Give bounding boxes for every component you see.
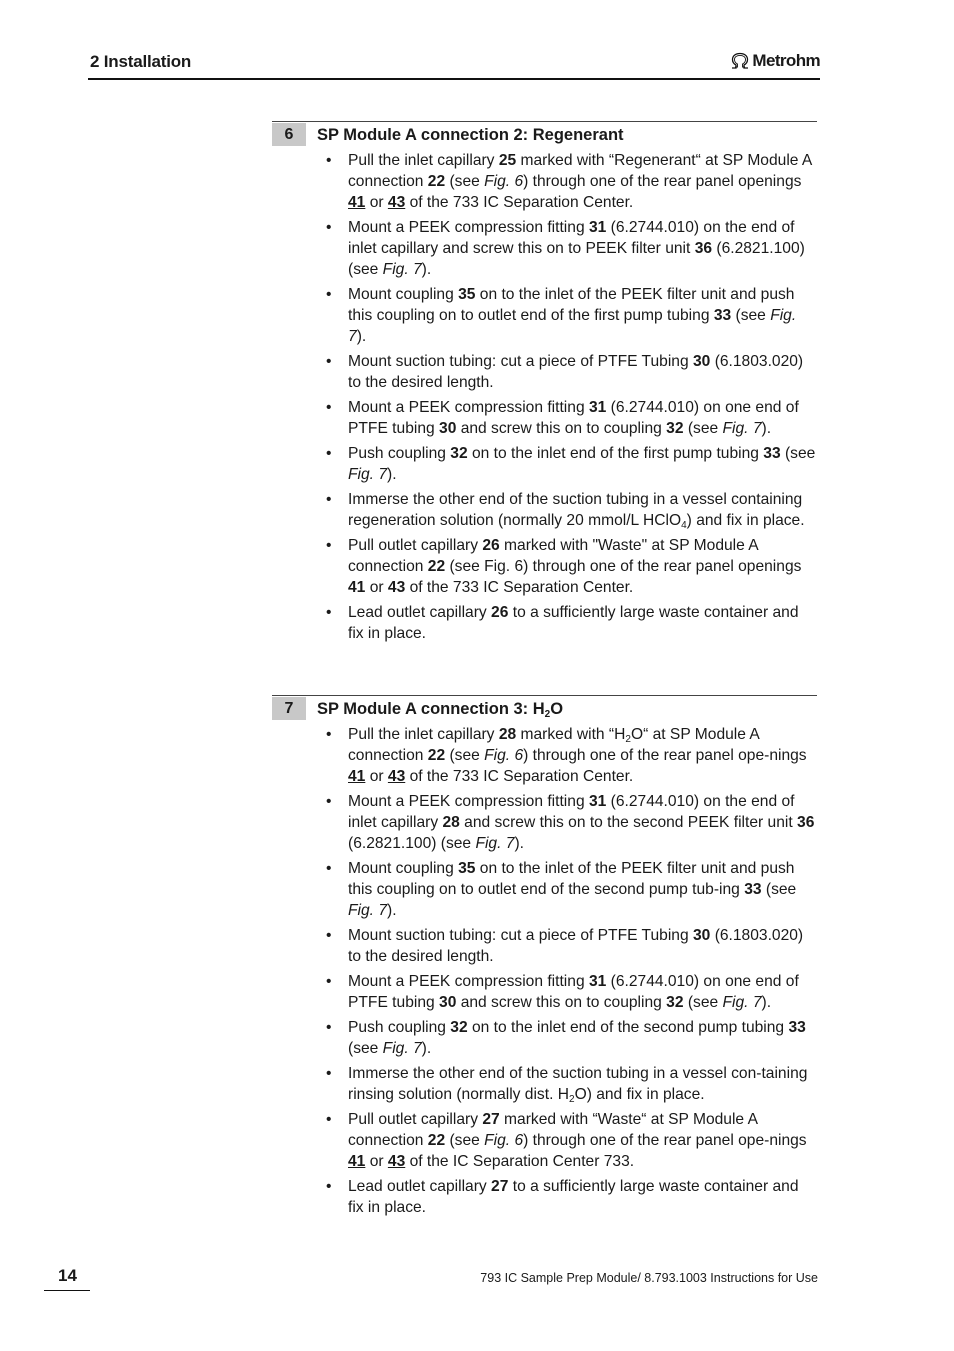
text-run: ).	[761, 994, 772, 1011]
text-run: or	[365, 1153, 388, 1170]
instruction-item	[348, 150, 818, 213]
instruction-item	[348, 1017, 818, 1059]
text-run: 2	[544, 709, 551, 720]
text-run: of the IC Separation Center 733.	[405, 1153, 635, 1170]
text-run: Fig. 7	[382, 261, 422, 278]
part-number: 41	[348, 768, 366, 785]
text-run: (see	[761, 881, 797, 898]
step-title: SP Module A connection 2: Regenerant	[317, 126, 624, 144]
text-run: ).	[356, 328, 367, 345]
text-run: (see	[445, 747, 485, 764]
text-run: ).	[387, 466, 397, 483]
part-number: 33	[713, 307, 732, 324]
text-run: (6.2744.010) on the end of inlet capillary	[348, 793, 795, 831]
instruction-item	[348, 602, 818, 644]
part-number: 41	[348, 579, 366, 596]
text-run: ) through one of the rear panel ope-nings	[523, 1132, 807, 1149]
text-run: Lead outlet capillary	[348, 604, 492, 621]
part-number: 27	[491, 1178, 509, 1195]
text-run: (6.2744.010) on one end of PTFE tubing	[348, 973, 799, 1011]
step-number: 6	[272, 123, 306, 146]
step-7-instructions	[348, 724, 818, 1222]
text-run: on to the inlet of the PEEK filter unit and push this coupling on to outlet end of the first pump tubing	[348, 286, 795, 324]
text-run: ) through one of the rear panel openings	[523, 173, 802, 190]
text-run: Mount coupling	[348, 860, 459, 877]
brand-name: Metrohm	[752, 51, 820, 70]
text-run: Immerse the other end of the suction tubing in a vessel con-taining rinsing solution (normally dist. H	[348, 1065, 808, 1103]
text-run: Push coupling	[348, 1019, 451, 1036]
part-number: 30	[439, 994, 457, 1011]
text-run: Mount suction tubing: cut a piece of PTFE Tubing	[348, 927, 693, 944]
instruction-item	[348, 284, 818, 347]
text-run: (see	[683, 994, 723, 1011]
part-number: 43	[387, 1153, 406, 1170]
part-number: 33	[744, 881, 762, 898]
part-number: 32	[450, 1019, 468, 1036]
instruction-item	[348, 489, 818, 531]
part-number: 35	[458, 286, 476, 303]
text-run: of the 733 IC Separation Center.	[405, 194, 634, 211]
part-number: 31	[588, 793, 607, 810]
part-number: 26	[482, 537, 500, 554]
text-run: marked with “Waste“ at SP Module A connection	[348, 1111, 758, 1149]
text-run: (6.1803.020) to the desired length.	[348, 353, 804, 391]
text-run: Fig. 6	[484, 747, 524, 764]
instruction-item	[348, 791, 818, 854]
instruction-item	[348, 217, 818, 280]
text-run: on to the inlet end of the second pump tubing	[467, 1019, 789, 1036]
text-run: (see	[445, 173, 485, 190]
text-run: Fig. 7	[382, 1040, 422, 1057]
text-run: (see	[683, 420, 723, 437]
text-run: ) through one of the rear panel ope-nings	[523, 747, 807, 764]
text-run: O“ at SP Module A connection	[348, 726, 759, 764]
text-run: of the 733 IC Separation Center.	[405, 579, 634, 596]
text-run: ).	[514, 835, 524, 852]
omega-logo-icon	[730, 52, 750, 70]
part-number: 30	[693, 353, 711, 370]
text-run: 2	[569, 1094, 575, 1105]
instruction-item	[348, 925, 818, 967]
text-run: 2	[625, 734, 631, 745]
text-run: O) and fix in place.	[574, 1086, 705, 1103]
step-header	[272, 695, 817, 721]
part-number: 22	[427, 558, 446, 575]
step-7	[272, 695, 817, 1216]
part-number: 33	[763, 445, 781, 462]
section-title: 2 Installation	[90, 52, 192, 71]
instruction-item	[348, 858, 818, 921]
part-number: 31	[588, 219, 607, 236]
text-run: ).	[761, 420, 772, 437]
instruction-item	[348, 1063, 818, 1105]
text-run: (see	[780, 445, 816, 462]
part-number: 31	[588, 973, 607, 990]
text-run: (6.2744.010) on the end of inlet capillary and screw this on to PEEK filter unit	[348, 219, 795, 257]
footer-document-title: 793 IC Sample Prep Module/ 8.793.1003 Instructions for Use	[480, 1271, 818, 1285]
part-number: 27	[482, 1111, 500, 1128]
text-run: Pull outlet capillary	[348, 1111, 483, 1128]
page-header	[88, 50, 820, 80]
text-run: (see	[445, 1132, 485, 1149]
text-run: Fig. 6	[484, 173, 524, 190]
text-run: Pull outlet capillary	[348, 537, 483, 554]
instruction-item	[348, 397, 818, 439]
part-number: 26	[491, 604, 509, 621]
text-run: (6.2821.100) (see	[348, 240, 805, 278]
text-run: Immerse the other end of the suction tubing in a vessel containing regeneration solution (normally 20 mmol/L HClO	[348, 491, 803, 529]
text-run: Pull the inlet capillary	[348, 726, 499, 743]
text-run: ) and fix in place.	[686, 512, 805, 529]
text-run: (see Fig. 6) through one of the rear panel openings	[445, 558, 802, 575]
part-number: 36	[694, 240, 713, 257]
part-number: 43	[387, 579, 406, 596]
text-run: or	[365, 768, 388, 785]
part-number: 32	[450, 445, 468, 462]
text-run: Fig. 7	[722, 994, 762, 1011]
text-run: Fig. 6	[484, 1132, 524, 1149]
text-run: Mount a PEEK compression fitting	[348, 399, 589, 416]
text-run: ).	[387, 902, 397, 919]
text-run: to a sufficiently large waste container and fix in place.	[348, 1178, 799, 1216]
text-run: Pull the inlet capillary	[348, 152, 499, 169]
part-number: 28	[442, 814, 460, 831]
text-run: (6.2821.100) (see	[348, 835, 476, 852]
text-run: (see	[731, 307, 771, 324]
instruction-item	[348, 535, 818, 598]
text-run: Mount a PEEK compression fitting	[348, 219, 589, 236]
text-run: Mount a PEEK compression fitting	[348, 973, 589, 990]
text-run: marked with “H	[516, 726, 626, 743]
text-run: Mount a PEEK compression fitting	[348, 793, 589, 810]
part-number: 41	[348, 194, 366, 211]
instruction-item	[348, 443, 818, 485]
part-number: 32	[666, 420, 684, 437]
text-run: marked with “Regenerant“ at SP Module A connection	[348, 152, 812, 190]
step-title	[317, 698, 563, 720]
text-run: (see	[348, 1040, 383, 1057]
text-run: Fig. 7	[475, 835, 515, 852]
part-number: 30	[693, 927, 711, 944]
text-run: (6.2744.010) on one end of PTFE tubing	[348, 399, 799, 437]
text-run: Fig. 7	[722, 420, 762, 437]
text-run: O	[550, 700, 564, 718]
text-run: SP Module A connection 3: H	[317, 700, 545, 718]
part-number: 28	[498, 726, 517, 743]
part-number: 31	[588, 399, 607, 416]
text-run: Mount suction tubing: cut a piece of PTFE Tubing	[348, 353, 693, 370]
text-run: and screw this on to coupling	[456, 420, 667, 437]
step-number: 7	[272, 697, 306, 720]
part-number: 30	[439, 420, 457, 437]
step-6-instructions	[348, 150, 818, 648]
part-number: 43	[387, 194, 406, 211]
text-run: of the 733 IC Separation Center.	[405, 768, 634, 785]
text-run: on to the inlet end of the first pump tubing	[467, 445, 764, 462]
step-header	[272, 121, 817, 147]
part-number: 22	[427, 1132, 446, 1149]
step-6	[272, 121, 817, 642]
instruction-item	[348, 351, 818, 393]
text-run: and screw this on to the second PEEK filter unit	[459, 814, 798, 831]
instruction-item	[348, 1176, 818, 1218]
part-number: 41	[348, 1153, 366, 1170]
text-run: Fig. 7	[348, 902, 387, 919]
text-run: Fig. 7	[348, 466, 387, 483]
part-number: 22	[427, 173, 446, 190]
instruction-item	[348, 724, 818, 787]
part-number: 25	[498, 152, 517, 169]
text-run: Fig. 7	[348, 307, 797, 345]
part-number: 35	[458, 860, 476, 877]
part-number: 33	[788, 1019, 806, 1036]
brand-logo	[730, 51, 820, 71]
text-run: Lead outlet capillary	[348, 1178, 492, 1195]
text-run: (6.1803.020) to the desired length.	[348, 927, 804, 965]
text-run: 4	[681, 520, 687, 531]
text-run: marked with "Waste" at SP Module A connection	[348, 537, 758, 575]
text-run: to a sufficiently large waste container and fix in place.	[348, 604, 799, 642]
part-number: 32	[666, 994, 684, 1011]
text-run: and screw this on to coupling	[456, 994, 667, 1011]
page-number: 14	[44, 1266, 90, 1291]
text-run: ).	[421, 1040, 432, 1057]
text-run: Push coupling	[348, 445, 451, 462]
text-run: ).	[421, 261, 432, 278]
text-run: Mount coupling	[348, 286, 459, 303]
text-run: or	[365, 579, 388, 596]
part-number: 36	[797, 814, 815, 831]
instruction-item	[348, 1109, 818, 1172]
part-number: 43	[387, 768, 406, 785]
text-run: on to the inlet of the PEEK filter unit and push this coupling on to outlet end of the second pump tub-ing	[348, 860, 795, 898]
text-run: or	[365, 194, 388, 211]
part-number: 22	[427, 747, 446, 764]
instruction-item	[348, 971, 818, 1013]
